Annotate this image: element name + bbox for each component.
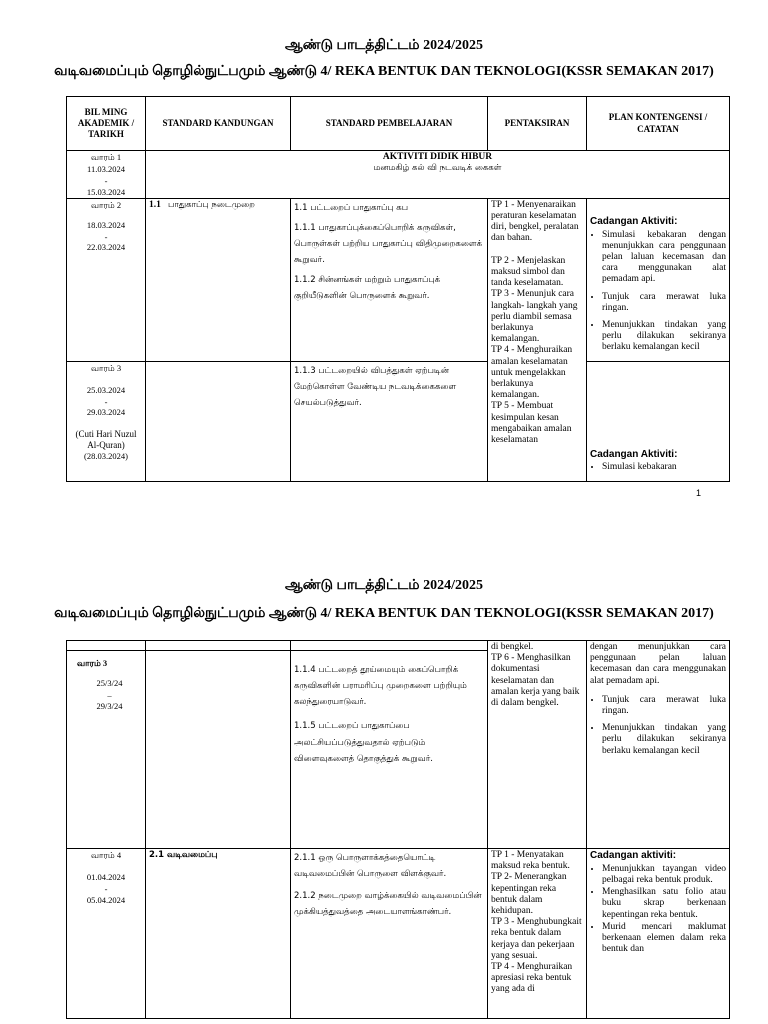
header-plan: PLAN KONTENGENSI / CATATAN <box>587 97 730 151</box>
standard-kandungan-cell <box>146 651 291 849</box>
standard-kandungan-cell: 2.1 வடிவமைப்பு <box>146 849 291 1019</box>
standard-pembelajaran-cell: 1.1.3 பட்டறையில் விபத்துகள் ஏற்படின் மேற்கொள்ள வேண்டிய நடவடிக்கைகளை செயல்படுத்துவர். <box>291 361 488 481</box>
standard-kandungan-cell <box>146 361 291 481</box>
plan-cell: dengan menunjukkan cara penggunaan pelan laluan kecemasan dan cara menggunakan alat pemadam api. • Tunjuk cara merawat luka ringan. • Menunjukkan tindakan yang perlu dilakukan sekiranya berlaku kemalangan kecil <box>587 641 730 849</box>
week-cell: வாரம் 1 11.03.2024 - 15.03.2024 <box>67 151 146 199</box>
plan-cell: Cadangan aktiviti: • Menunjukkan tayangan video pelbagai reka bentuk produk. • Menghasilkan satu folio atau buku skrap berkenaan kepentingan reka bentuk. • Murid mencari maklumat berkenaan elemen dalam reka bentuk dan <box>587 849 730 1019</box>
doc-title-line1: ஆண்டு பாடத்திட்டம் 2024/2025 <box>285 578 483 593</box>
week-cell: வாரம் 4 01.04.2024 - 05.04.2024 <box>67 849 146 1019</box>
week-cell: வாரம் 2 18.03.2024 - 22.03.2024 <box>67 198 146 361</box>
week-cell: வாரம் 3 25/3/24 – 29/3/24 <box>67 651 146 849</box>
standard-kandungan-cell: 1.1 பாதுகாப்பு நடைமுறை <box>146 198 291 361</box>
standard-pembelajaran-cell: 1.1.4 பட்டறைத் தூய்மையும் கைப்பொறிக் கருவிகளின் பராமரிப்பு முறைகளை பற்றியும் கலந்துரையாடுவர். 1.1.5 பட்டறைப் பாதுகாப்பை அலட்சியப்படுத்துவதால் ஏற்படும் விளைவுகளைத் தொகுத்துக் கூறுவர். <box>291 651 488 849</box>
pentaksiran-cell: di bengkel. TP 6 - Menghasilkan dokumentasi keselamatan dan amalan kerja yang baik di dalam bengkel. <box>488 641 587 849</box>
header-standard-kandungan: STANDARD KANDUNGAN <box>146 97 291 151</box>
plan-cell: Cadangan Aktiviti: • Simulasi kebakaran dengan menunjukkan cara penggunaan pelan laluan kecemasan dan cara menggunakan alat pemadam api. • Tunjuk cara merawat luka ringan. • Menunjukkan tindakan yang perlu dilakukan sekiranya berlaku kemalangan kecil <box>587 198 730 361</box>
pentaksiran-cell: TP 1 - Menyatakan maksud reka bentuk. TP 2- Menerangkan kepentingan reka bentuk dalam kehidupan. TP 3 - Menghubungkait reka bentuk dalam kerjaya dan pekerjaan yang sesuai. TP 4 - Menghuraikan apresiasi reka bentuk yang ada di <box>488 849 587 1019</box>
page-number: 1 <box>696 488 702 498</box>
document-page-1 <box>0 0 768 510</box>
header-week: BIL MING AKADEMIK / TARIKH <box>67 97 146 151</box>
table-row <box>67 361 730 481</box>
table-row <box>67 151 730 199</box>
header-standard-pembelajaran: STANDARD PEMBELAJARAN <box>291 97 488 151</box>
document-page-2 <box>0 560 768 1024</box>
plan-cell: Cadangan Aktiviti: • Simulasi kebakaran <box>587 361 730 481</box>
activity-subtitle: மனமகிழ் கல் வி நடவடிக் கைகள் <box>373 163 502 174</box>
lesson-plan-table-page2 <box>66 640 730 1019</box>
header-pentaksiran: PENTAKSIRAN <box>488 97 587 151</box>
activity-cell <box>146 151 730 199</box>
table-row <box>67 641 730 651</box>
table-row <box>67 849 730 1019</box>
doc-title-line2: வடிவமைப்பும் தொழில்நுட்பமும் ஆண்டு 4/ REKA BENTUK DAN TEKNOLOGI(KSSR SEMAKAN 2017) <box>54 606 714 621</box>
pentaksiran-cell: TP 1 - Menyenaraikan peraturan keselamatan diri, bengkel, peralatan dan bahan. TP 2 - Menjelaskan maksud simbol dan tanda keselamatan. TP 3 - Menunjuk cara langkah- langkah yang perlu diambil semasa berlakunya kemalangan. TP 4 - Menghuraikan amalan keselamatan untuk mengelakkan berlakunya kemalangan. TP 5 - Membuat kesimpulan kesan mengabaikan amalan keselamatan <box>488 198 587 481</box>
standard-pembelajaran-cell: 1.1 பட்டறைப் பாதுகாப்பு கப 1.1.1 பாதுகாப்புக்கைப்பொறிக் கருவிகள், பொருள்கள் பற்றிய பாதுகாப்பு விதிமுறைகளைக் கூறுவர். 1.1.2 சின்னங்கள் மற்றும் பாதுகாப்புக் குறியீடுகளின் பொருளைக் கூறுவர். <box>291 198 488 361</box>
week-cell: வாரம் 3 25.03.2024 - 29.03.2024 (Cuti Hari Nuzul Al-Quran) (28.03.2024) <box>67 361 146 481</box>
doc-title-line2: வடிவமைப்பும் தொழில்நுட்பமும் ஆண்டு 4/ REKA BENTUK DAN TEKNOLOGI(KSSR SEMAKAN 2017) <box>54 64 714 79</box>
standard-pembelajaran-cell: 2.1.1 ஒரு பொருளாக்கத்தையொட்டி வடிவமைப்பின் பொருளை விளக்குவர். 2.1.2 நடைமுறை வாழ்க்கையில் வடிவமைப்பின் முக்கியத்துவத்தை அடையாளங்காண்பர். <box>291 849 488 1019</box>
activity-title: AKTIVITI DIDIK HIBUR <box>382 152 493 162</box>
lesson-plan-table-page1 <box>66 96 730 482</box>
table-row <box>67 198 730 361</box>
doc-title-line1: ஆண்டு பாடத்திட்டம் 2024/2025 <box>285 38 483 53</box>
